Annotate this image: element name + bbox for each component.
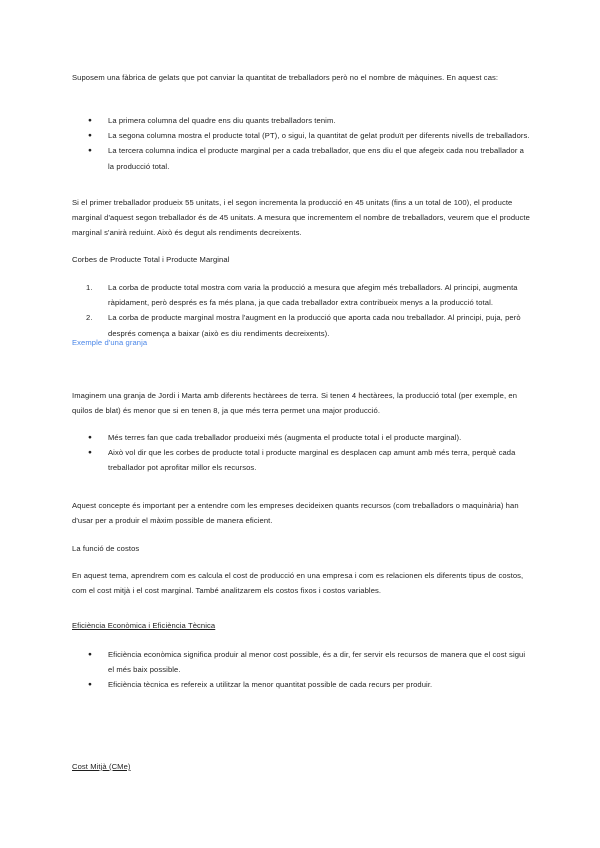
list-item: ● Eficiència tècnica es refereix a utilitzar la menor quantitat possible de cada recurs per produir. xyxy=(72,677,532,692)
list-item: ● La tercera columna indica el producte marginal per a cada treballador, que ens diu el que afegeix cada nou treballador a la producció total. xyxy=(72,143,532,173)
granja-paragraph: Imaginem una granja de Jordi i Marta amb diferents hectàrees de terra. Si tenen 4 hectàrees, la producció total (per exemple, en quilos de blat) és menor que si en tenen 8, ja que més terra permet una major producció. xyxy=(72,391,518,416)
intro-paragraph: Suposem una fàbrica de gelats que pot canviar la quantitat de treballadors però no el nombre de màquines. En aquest cas: xyxy=(72,73,499,82)
costos-heading: La funció de costos xyxy=(72,544,140,553)
granja-heading-block xyxy=(72,335,532,350)
granja-section xyxy=(72,388,532,418)
costos-section xyxy=(72,568,532,598)
eficiencia-heading: Eficiència Econòmica i Eficiència Tècnica xyxy=(72,621,216,630)
costos-heading-block xyxy=(72,541,532,556)
marginal-paragraph: Si el primer treballador produeix 55 unitats, i el segon incrementa la producció en 45 unitats (fins a un total de 100), el producte marginal d'aquest segon treballador és de 45 unitats. A mesura que incrementem el nombre de treballadors, veurem que el producte marginal s'anirà reduint. Això és degut als rendiments decreixents. xyxy=(72,198,530,238)
eficiencia-bullet-list xyxy=(72,647,532,693)
eficiencia-heading-block xyxy=(72,618,532,633)
corbes-numbered-list xyxy=(72,280,532,341)
intro-bullet-list xyxy=(72,113,532,174)
list-item: ● Això vol dir que les corbes de producte total i producte marginal es desplacen cap amunt amb més terra, perquè cada treballador pot aprofitar millor els recursos. xyxy=(72,445,532,475)
granja-bullet-list xyxy=(72,430,532,476)
costos-paragraph: En aquest tema, aprendrem com es calcula el cost de producció en una empresa i com es relacionen els diferents tipus de costos, com el cost mitjà i el cost marginal. També analitzarem els costos fixos i costos variables. xyxy=(72,571,524,596)
corbes-heading: Corbes de Producte Total i Producte Marginal xyxy=(72,255,230,264)
list-item: ● Més terres fan que cada treballador produeixi més (augmenta el producte total i el producte marginal). xyxy=(72,430,532,445)
intro-section xyxy=(72,70,532,85)
granja-heading: Exemple d'una granja xyxy=(72,338,148,347)
list-item: ● La segona columna mostra el producte total (PT), o sigui, la quantitat de gelat produït per diferents nivells de treballadors. xyxy=(72,128,532,143)
list-item: 1. La corba de producte total mostra com varia la producció a mesura que afegim més treballadors. Al principi, augmenta ràpidament, però després es fa més plana, ja que cada treballador extra contribueix menys a la producció total. xyxy=(72,280,532,310)
corbes-heading-block xyxy=(72,252,532,267)
list-number: 1. xyxy=(86,283,93,292)
cost-mitja-heading-block xyxy=(72,759,532,774)
cost-mitja-heading: Cost Mitjà (CMe) xyxy=(72,762,131,771)
marginal-section xyxy=(72,195,532,241)
concepte-paragraph: Aquest concepte és important per a entendre com les empreses decideixen quants recursos (com treballadors o maquinària) han d'usar per a produir el màxim possible de manera eficient. xyxy=(72,501,519,526)
list-item: ● La primera columna del quadre ens diu quants treballadors tenim. xyxy=(72,113,532,128)
list-number: 2. xyxy=(86,313,93,323)
concepte-section xyxy=(72,498,532,528)
list-item: 2. La corba de producte marginal mostra l'augment en la producció que aporta cada nou treballador. Al principi, puja, però després comença a baixar (això es diu rendiments decreixents). xyxy=(72,310,532,340)
list-item: ● Eficiència econòmica significa produir al menor cost possible, és a dir, fer servir els recursos de manera que el cost sigui el més baix possible. xyxy=(72,647,532,677)
